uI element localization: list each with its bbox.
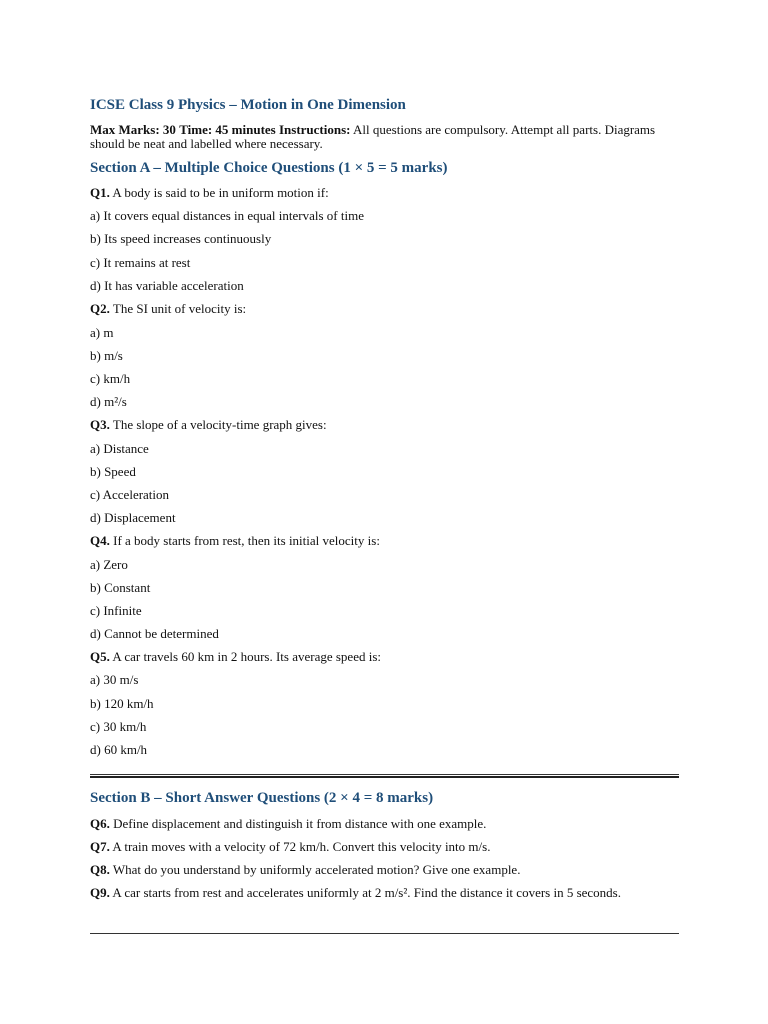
- page-title: ICSE Class 9 Physics – Motion in One Dimension: [90, 97, 406, 113]
- bottom-divider: [90, 933, 679, 934]
- option-q4-a: a) Zero: [90, 557, 128, 572]
- option-q5-d: d) 60 km/h: [90, 742, 148, 757]
- option-q3-c: c) Acceleration: [90, 487, 170, 502]
- question-q4: Q4. If a body starts from rest, then its initial velocity is:: [90, 533, 380, 548]
- option-q2-b: b) m/s: [90, 348, 123, 363]
- option-q5-b: b) 120 km/h: [90, 696, 154, 711]
- max-marks: Max Marks: 30: [90, 122, 176, 137]
- question-q9: Q9. A car starts from rest and accelerates uniformly at 2 m/s². Find the distance it covers in 5 seconds.: [90, 885, 621, 900]
- option-q2-d: d) m²/s: [90, 394, 127, 409]
- question-q1: Q1. A body is said to be in uniform motion if:: [90, 185, 329, 200]
- question-q2: Q2. The SI unit of velocity is:: [90, 301, 247, 316]
- section-a-heading: Section A – Multiple Choice Questions (1 × 5 = 5 marks): [90, 160, 448, 176]
- time-allowed: Time: 45 minutes: [179, 122, 276, 137]
- option-q1-b: b) Its speed increases continuously: [90, 231, 272, 246]
- option-q1-a: a) It covers equal distances in equal intervals of time: [90, 208, 364, 223]
- option-q3-d: d) Displacement: [90, 510, 176, 525]
- question-q8: Q8. What do you understand by uniformly accelerated motion? Give one example.: [90, 862, 521, 877]
- instructions-label: Instructions:: [278, 122, 351, 137]
- section-b-heading: Section B – Short Answer Questions (2 × 4 = 8 marks): [90, 790, 434, 806]
- option-q3-b: b) Speed: [90, 464, 136, 479]
- exam-meta: [90, 123, 670, 151]
- option-q4-b: b) Constant: [90, 580, 151, 595]
- option-q1-c: c) It remains at rest: [90, 255, 191, 270]
- option-q1-d: d) It has variable acceleration: [90, 278, 244, 293]
- question-q7: Q7. A train moves with a velocity of 72 km/h. Convert this velocity into m/s.: [90, 839, 491, 854]
- option-q5-c: c) 30 km/h: [90, 719, 147, 734]
- question-q5: Q5. A car travels 60 km in 2 hours. Its average speed is:: [90, 649, 382, 664]
- option-q2-a: a) m: [90, 325, 114, 340]
- option-q2-c: c) km/h: [90, 371, 131, 386]
- option-q3-a: a) Distance: [90, 441, 149, 456]
- option-q4-d: d) Cannot be determined: [90, 626, 219, 641]
- instructions-text: All questions are compulsory. Attempt all parts. Diagrams should be neat and labelled where necessary.: [90, 122, 656, 151]
- section-divider: [90, 774, 679, 778]
- option-q4-c: c) Infinite: [90, 603, 142, 618]
- question-q6: Q6. Define displacement and distinguish it from distance with one example.: [90, 816, 487, 831]
- option-q5-a: a) 30 m/s: [90, 672, 139, 687]
- question-q3: Q3. The slope of a velocity-time graph gives:: [90, 417, 327, 432]
